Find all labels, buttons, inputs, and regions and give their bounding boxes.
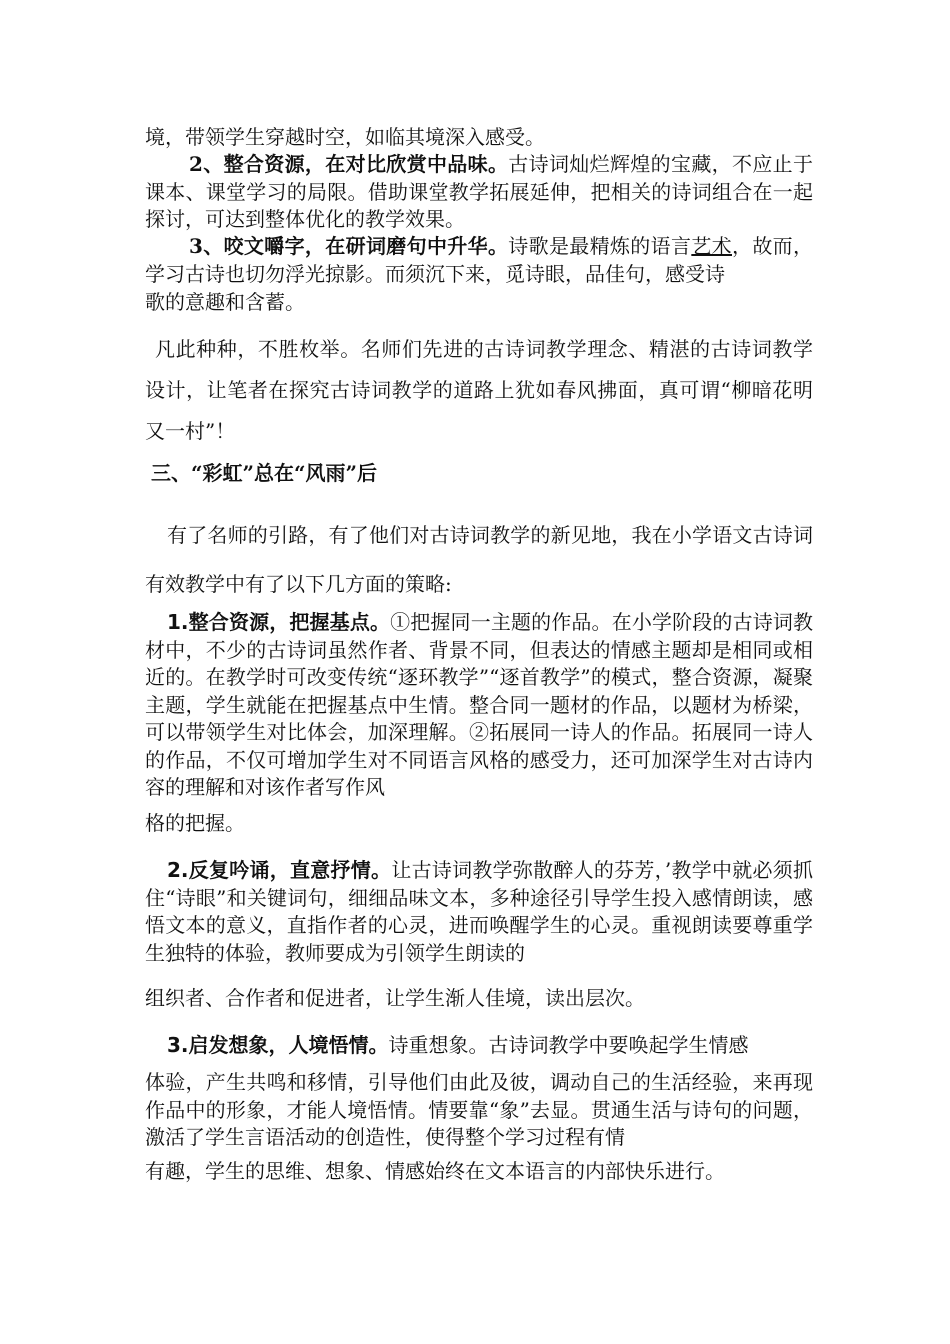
strategy-3-middle (145, 1069, 813, 1152)
strategy-1-lead: 整合资源，把握基点。 (188, 610, 391, 634)
paragraph-1 (145, 124, 813, 152)
paragraph-3-text-a: 诗歌是最精炼的语言 (508, 234, 692, 258)
paragraph-5 (145, 511, 813, 609)
paragraph-5-text: 有了名师的引路，有了他们对古诗词教学的新见地，我在小学语文古诗词有效教学中有了以下几方面的策略: (145, 523, 813, 596)
strategy-2-text: 让古诗词教学弥散醉人的芬芳，’教学中就必须抓住“诗眼”和关键词句，细细品味文本，多种途径引导学生投入感情朗读，感悟文本的意义，直指作者的心灵，进而唤醒学生的心灵。重视朗读要尊重学生独特的体验，教师要成为引领学生朗读的 (145, 858, 814, 965)
paragraph-2 (145, 151, 813, 234)
paragraph-4-text: 凡此种种，不胜枚举。名师们先进的古诗词教学理念、精湛的古诗词教学设计，让笔者在探究古诗词教学的道路上犹如春风拂面，真可谓“柳暗花明又一村”！ (145, 337, 813, 443)
strategy-1 (145, 609, 813, 802)
paragraph-2-text: 古诗词灿烂辉煌的宝藏，不应止于课本、课堂学习的局限。借助课堂教学拓展延伸，把相关的诗词组合在一起探讨，可达到整体优化的教学效果。 (145, 152, 813, 231)
section-heading-3-text: 三、“彩虹”总在“风雨”后 (151, 461, 378, 485)
strategy-3-end (145, 1158, 813, 1184)
paragraph-3-end (145, 290, 813, 314)
section-heading-3 (145, 460, 813, 486)
strategy-3 (145, 1032, 813, 1058)
strategy-3-text: 诗重想象。古诗词教学中要唤起学生情感 (388, 1033, 749, 1057)
strategy-2-text-end: 组织者、合作者和促进者，让学生渐人佳境，读出层次。 (145, 986, 645, 1010)
strategy-1-text-end: 格的把握。 (145, 811, 245, 835)
paragraph-2-lead: 2、整合资源，在对比欣赏中品味。 (189, 152, 509, 176)
paragraph-3-underlined-word: 艺术 (691, 234, 732, 258)
paragraph-1-text: 境，带领学生穿越时空，如临其境深入感受。 (145, 125, 545, 149)
strategy-1-number: 1. (167, 610, 189, 634)
strategy-1-end (145, 810, 813, 836)
strategy-2 (145, 857, 813, 967)
paragraph-3-lead: 3、咬文嚼字，在研词磨句中升华。 (189, 234, 509, 258)
strategy-2-lead: 反复吟诵，直意抒情。 (188, 858, 392, 882)
strategy-3-text-b: 体验，产生共鸣和移情，引导他们由此及彼，调动自己的生活经验，来再现作品中的形象，才能人境悟情。情要靠“象”去显。贯通生活与诗句的问题，激活了学生言语活动的创造性，使得整个学习过程有情 (145, 1070, 813, 1149)
strategy-1-text: ①把握同一主题的作品。在小学阶段的古诗词教材中，不少的古诗词虽然作者、背景不同，但表达的情感主题却是相同或相近的。在教学时可改变传统“逐环教学”“逐首教学”的模式，整合资源，凝聚主题，学生就能在把握基点中生情。整合同一题材的作品，以题材为桥梁，可以带领学生对比体会，加深理解。②拓展同一诗人的作品。拓展同一诗人的作品，不仅可增加学生对不同语言风格的感受力，还可加深学生对古诗内容的理解和对该作者写作风 (145, 610, 814, 799)
strategy-3-text-end: 有趣，学生的思维、想象、情感始终在文本语言的内部快乐进行。 (145, 1159, 725, 1183)
paragraph-3 (145, 233, 813, 288)
strategy-2-number: 2. (167, 858, 189, 882)
paragraph-3-text-c: 歌的意趣和含蓄。 (145, 290, 305, 314)
paragraph-3-text-b: ，故而，学习古诗也切勿浮光掠影。而须沉下来，觅诗眼，品佳句，感受诗 (145, 234, 814, 286)
strategy-2-end (145, 985, 813, 1011)
strategy-3-lead: 启发想象，人境悟情。 (188, 1033, 389, 1057)
strategy-3-number: 3. (167, 1033, 189, 1057)
paragraph-4 (145, 329, 813, 452)
